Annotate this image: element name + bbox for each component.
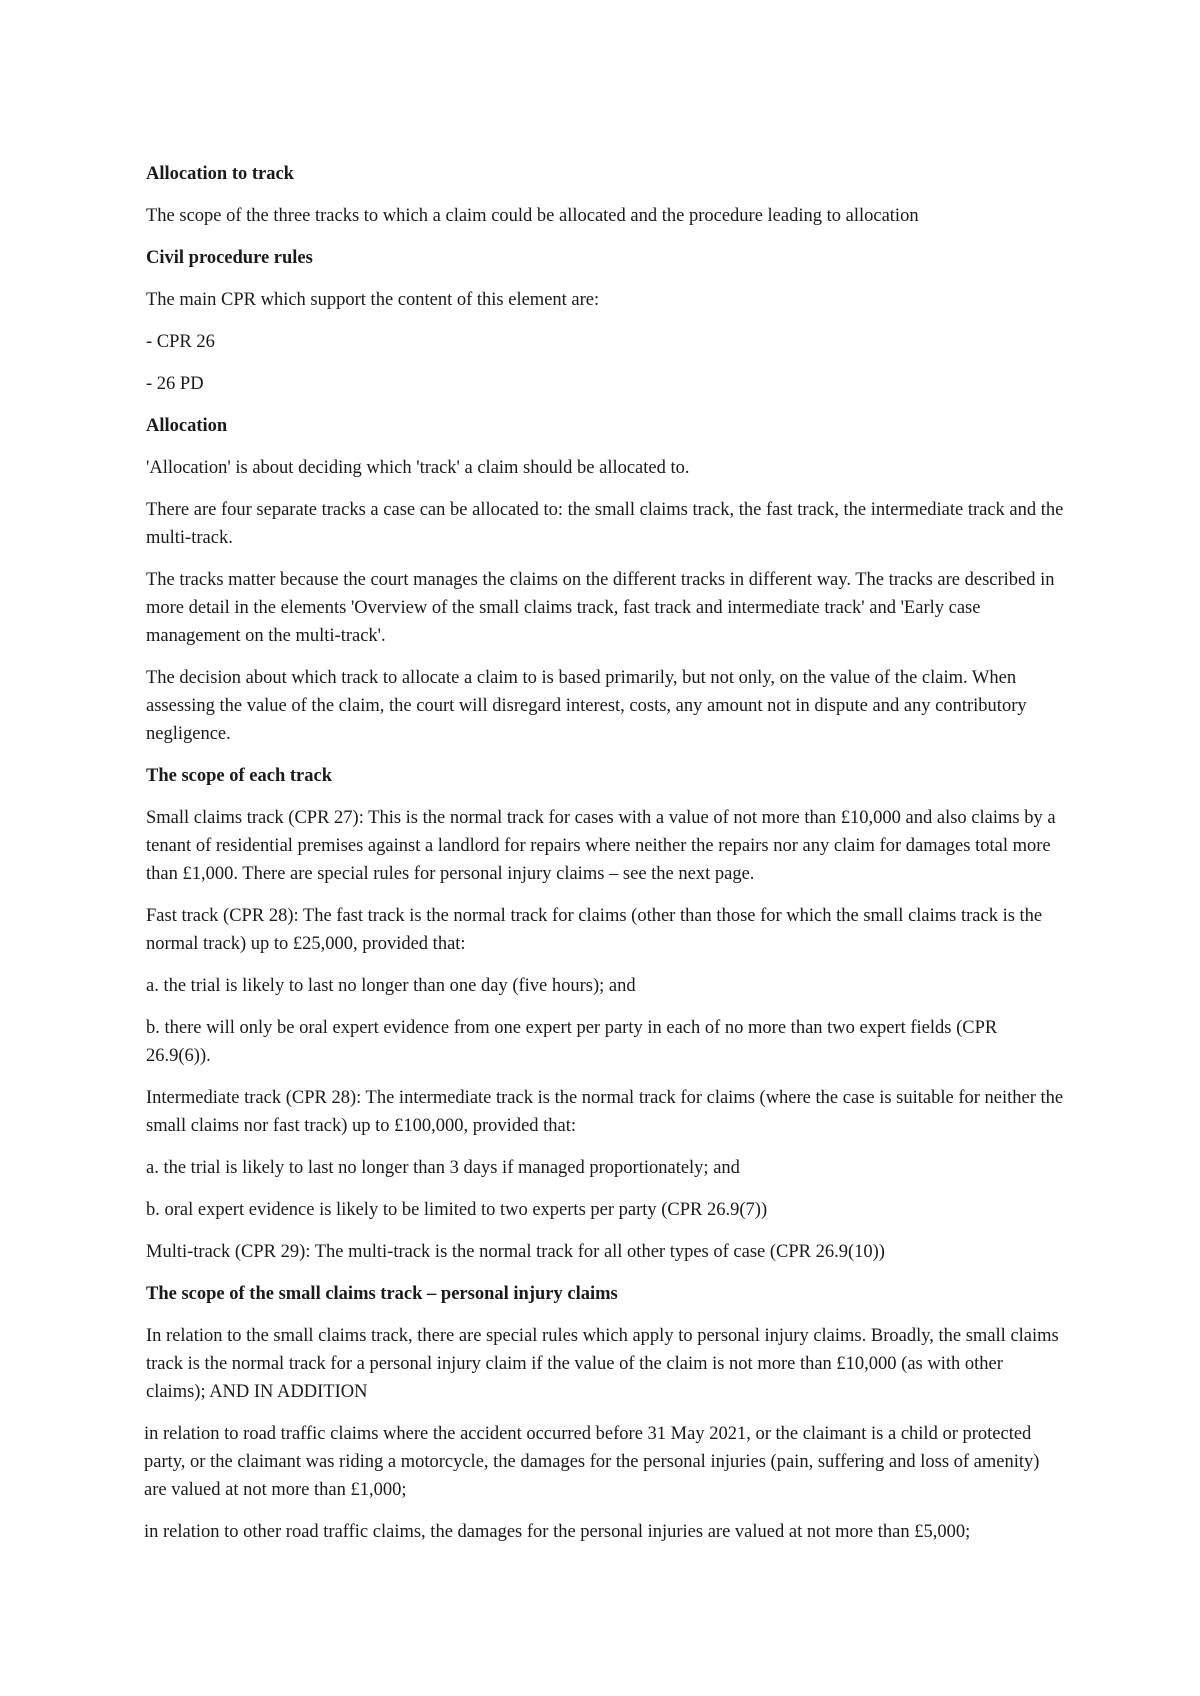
allocation-paragraph: There are four separate tracks a case can be allocated to: the small claims track, the fast track, the intermediate track and the multi-track. [146,500,1064,548]
allocation-paragraph: 'Allocation' is about deciding which 'track' a claim should be allocated to. [146,458,690,478]
heading-allocation: Allocation [146,416,228,436]
heading-personal-injury-claims: The scope of the small claims track – personal injury claims [146,1284,618,1304]
intermediate-track-paragraph: Intermediate track (CPR 28): The intermediate track is the normal track for claims (where the case is suitable for neither the small claims nor fast track) up to £100,000, provided that: [146,1088,1064,1136]
fast-track-paragraph: Fast track (CPR 28): The fast track is the normal track for claims (other than those for which the small claims track is the normal track) up to £25,000, provided that: [146,906,1043,954]
fast-track-condition-a: a. the trial is likely to last no longer than one day (five hours); and [146,976,636,996]
personal-injury-paragraph: In relation to the small claims track, there are special rules which apply to personal injury claims. Broadly, the small claims track is the normal track for a personal injury claim if the value of the claim is not more than £10,000 (as with other claims); AND IN ADDITION [146,1326,1059,1402]
personal-injury-paragraph: in relation to road traffic claims where the accident occurred before 31 May 2021, or the claimant is a child or protected party, or the claimant was riding a motorcycle, the damages for the personal injuries (pain, suffering and loss of amenity) are valued at not more than £1,000; [144,1424,1040,1500]
intro-paragraph: The scope of the three tracks to which a claim could be allocated and the procedure leading to allocation [146,206,919,226]
allocation-paragraph: The decision about which track to allocate a claim to is based primarily, but not only, on the value of the claim. When assessing the value of the claim, the court will disregard interest, costs, any amount not in dispute and any contributory negligence. [146,668,1027,744]
cpr-intro-paragraph: The main CPR which support the content of this element are: [146,290,600,310]
fast-track-condition-b: b. there will only be oral expert evidence from one expert per party in each of no more than two expert fields (CPR 26.9(6)). [146,1018,998,1066]
cpr-list-item: - CPR 26 [146,332,215,352]
heading-scope-of-each-track: The scope of each track [146,766,332,786]
intermediate-track-condition-b: b. oral expert evidence is likely to be limited to two experts per party (CPR 26.9(7)) [146,1200,768,1220]
allocation-paragraph: The tracks matter because the court manages the claims on the different tracks in different way. The tracks are described in more detail in the elements 'Overview of the small claims track, fast track and intermediate track' and 'Early case management on the multi-track'. [146,570,1055,646]
intermediate-track-condition-a: a. the trial is likely to last no longer than 3 days if managed proportionately; and [146,1158,740,1178]
multi-track-paragraph: Multi-track (CPR 29): The multi-track is the normal track for all other types of case (CPR 26.9(10)) [146,1242,885,1262]
small-claims-track-paragraph: Small claims track (CPR 27): This is the normal track for cases with a value of not more than £10,000 and also claims by a tenant of residential premises against a landlord for repairs where neither the repairs nor any claim for damages total more than £1,000. There are special rules for personal injury claims – see the next page. [146,808,1056,884]
cpr-list-item: - 26 PD [146,374,204,394]
heading-allocation-to-track: Allocation to track [146,164,294,184]
personal-injury-paragraph: in relation to other road traffic claims, the damages for the personal injuries are valued at not more than £5,000; [144,1522,971,1542]
document-page [146,160,1066,1560]
heading-civil-procedure-rules: Civil procedure rules [146,248,313,268]
